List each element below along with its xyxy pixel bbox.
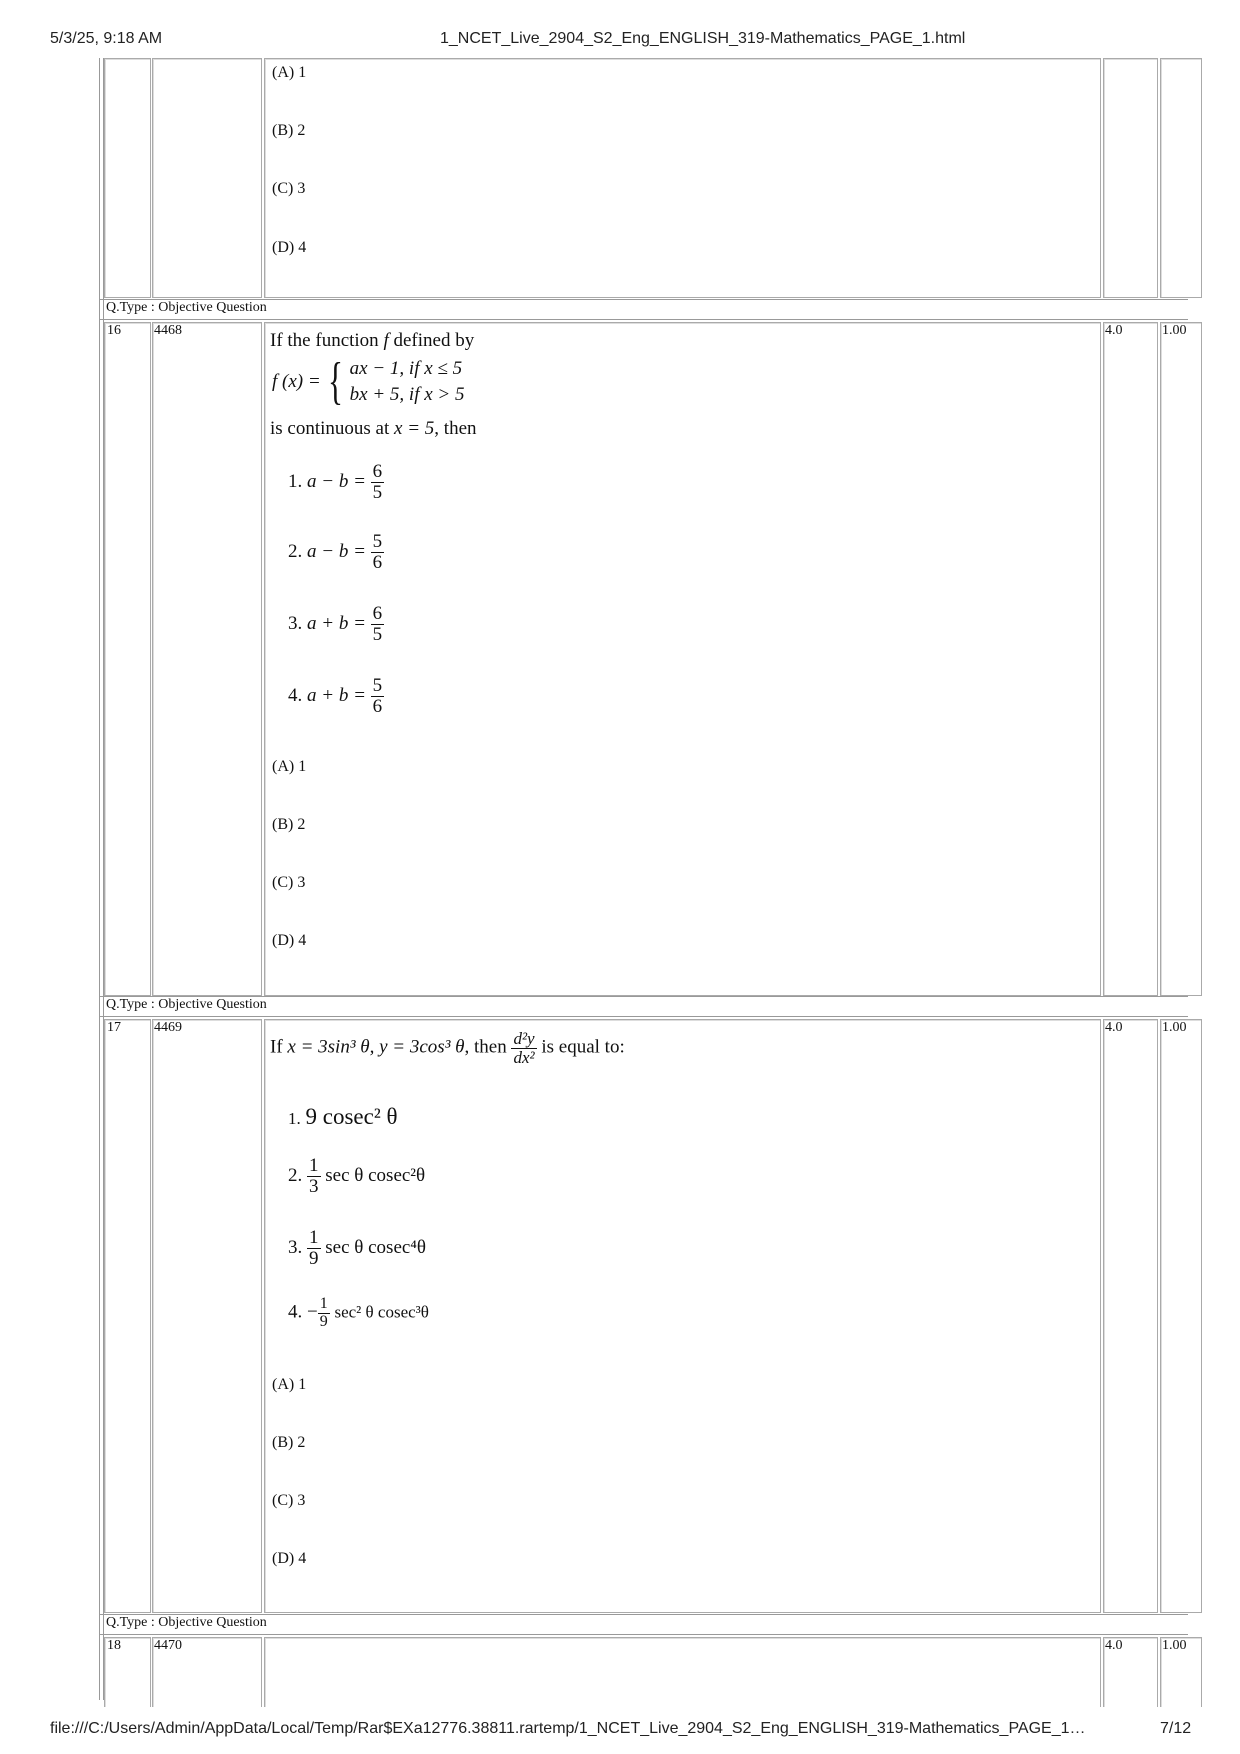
option-d: (D) 4: [272, 239, 307, 256]
negative-marks: 1.00: [1162, 323, 1187, 338]
option-a: (A) 1: [272, 758, 307, 775]
negative-marks: 1.00: [1162, 1638, 1187, 1653]
numerator: 6: [372, 603, 383, 624]
cell-neg: [1160, 1019, 1202, 1613]
option-c: (C) 3: [272, 874, 306, 891]
left-brace-icon: {: [327, 353, 343, 410]
choice-number: 4.: [288, 1301, 303, 1323]
question-id: 4468: [154, 323, 182, 338]
stem-text: is equal to:: [541, 1036, 625, 1058]
function-lhs: f (x) =: [272, 371, 321, 392]
option-c: (C) 3: [272, 180, 306, 197]
choice-lhs: a + b =: [307, 612, 366, 634]
question-number: 16: [107, 323, 121, 338]
question-number: 17: [107, 1020, 121, 1035]
choice-4: [288, 676, 384, 717]
stem-text: defined by: [393, 330, 475, 351]
marks: 4.0: [1105, 323, 1123, 338]
parametric-equations: x = 3sin³ θ, y = 3cos³ θ: [287, 1036, 465, 1058]
cell-sno: [104, 1019, 151, 1613]
option-d: (D) 4: [272, 1550, 307, 1567]
function-symbol: f: [383, 330, 389, 351]
denominator: 6: [372, 551, 383, 573]
continuity-point: x = 5: [394, 418, 435, 439]
cell-qid: [152, 322, 262, 996]
choice-number: 1.: [288, 1109, 301, 1128]
cell-qid: [152, 1019, 262, 1613]
numerator: 1: [319, 1295, 328, 1312]
option-b: (B) 2: [272, 816, 306, 833]
choice-3: [288, 1228, 426, 1269]
stem-text: , then: [434, 418, 477, 439]
question-stem-continued: [270, 418, 477, 440]
question-id: 4470: [154, 1638, 182, 1653]
denominator: 5: [372, 623, 383, 645]
qtype-label: Q.Type : Objective Question: [106, 300, 267, 315]
print-datetime: 5/3/25, 9:18 AM: [50, 30, 163, 47]
choice-number: 1.: [288, 470, 303, 492]
cell-marks: [1103, 322, 1158, 996]
divider: [100, 319, 1188, 320]
choice-number: 2.: [288, 540, 303, 562]
denominator: 5: [372, 481, 383, 503]
choice-3: [288, 604, 384, 645]
choice-2: [288, 1156, 425, 1197]
cell-sno: [104, 322, 151, 996]
stem-text: If the function: [270, 330, 379, 351]
choice-lhs: a − b =: [307, 470, 366, 492]
numerator: 1: [309, 1155, 319, 1176]
qtype-label: Q.Type : Objective Question: [106, 997, 267, 1012]
choice-expression: sec² θ cosec³θ: [334, 1302, 429, 1322]
numerator: 5: [372, 675, 383, 696]
choice-expression: sec θ cosec⁴θ: [325, 1236, 427, 1258]
question-stem: [270, 1030, 625, 1067]
numerator: 1: [309, 1227, 319, 1248]
divider: [100, 1634, 1188, 1635]
cell-marks: [1103, 1019, 1158, 1613]
stem-text: If: [270, 1036, 283, 1058]
print-page-number: 7/12: [1160, 1720, 1192, 1737]
cell-qid-prev: [152, 58, 262, 298]
choice-number: 2.: [288, 1164, 303, 1186]
question-stem: [270, 330, 474, 352]
cell-marks-prev: [1103, 58, 1158, 298]
choice-number: 3.: [288, 1236, 303, 1258]
option-b: (B) 2: [272, 122, 306, 139]
choice-1: [288, 462, 384, 503]
piecewise-function: [272, 353, 465, 410]
print-document-title: 1_NCET_Live_2904_S2_Eng_ENGLISH_319-Mathematics_PAGE_1.html: [440, 30, 966, 47]
cell-sno-prev: [104, 58, 151, 298]
stem-text: is continuous at: [270, 418, 390, 439]
option-c: (C) 3: [272, 1492, 306, 1509]
choice-lhs: a − b =: [307, 540, 366, 562]
option-a: (A) 1: [272, 1376, 307, 1393]
cell-neg: [1160, 322, 1202, 996]
choice-number: 4.: [288, 684, 303, 706]
marks: 4.0: [1105, 1638, 1123, 1653]
cell-question-prev: [264, 58, 1101, 298]
denominator: 9: [319, 1312, 328, 1330]
numerator: 5: [372, 531, 383, 552]
divider: [100, 1016, 1188, 1017]
choice-lhs: a + b =: [307, 684, 366, 706]
denominator: 3: [309, 1175, 319, 1197]
stem-text: , then: [464, 1036, 507, 1058]
choice-expression: 9 cosec² θ: [305, 1104, 398, 1129]
choice-4: [288, 1296, 429, 1331]
denominator: 9: [309, 1247, 319, 1269]
choice-2: [288, 532, 384, 573]
case-two: bx + 5, if x > 5: [349, 384, 465, 405]
print-file-path: file:///C:/Users/Admin/AppData/Local/Temp/Rar$EXa12776.38811.rartemp/1_NCET_Live_2904_S2_Eng_ENGLISH_319-Mathematics_PAGE_1…: [50, 1720, 1086, 1737]
choice-expression: sec θ cosec²θ: [325, 1164, 426, 1186]
cell-neg-prev: [1160, 58, 1202, 298]
table-left-border: [99, 58, 100, 1700]
cell-question: [264, 1637, 1101, 1708]
choice-1: [288, 1104, 398, 1130]
denominator: 6: [372, 695, 383, 717]
question-number: 18: [107, 1638, 121, 1653]
marks: 4.0: [1105, 1020, 1123, 1035]
derivative-numerator: d²y: [513, 1029, 535, 1048]
option-d: (D) 4: [272, 932, 307, 949]
option-b: (B) 2: [272, 1434, 306, 1451]
derivative-denominator: dx²: [513, 1047, 535, 1067]
minus-sign: −: [307, 1301, 318, 1323]
question-id: 4469: [154, 1020, 182, 1035]
negative-marks: 1.00: [1162, 1020, 1187, 1035]
case-one: ax − 1, if x ≤ 5: [349, 358, 463, 380]
qtype-label: Q.Type : Objective Question: [106, 1615, 267, 1630]
option-a: (A) 1: [272, 64, 307, 81]
choice-number: 3.: [288, 612, 303, 634]
numerator: 6: [372, 461, 383, 482]
